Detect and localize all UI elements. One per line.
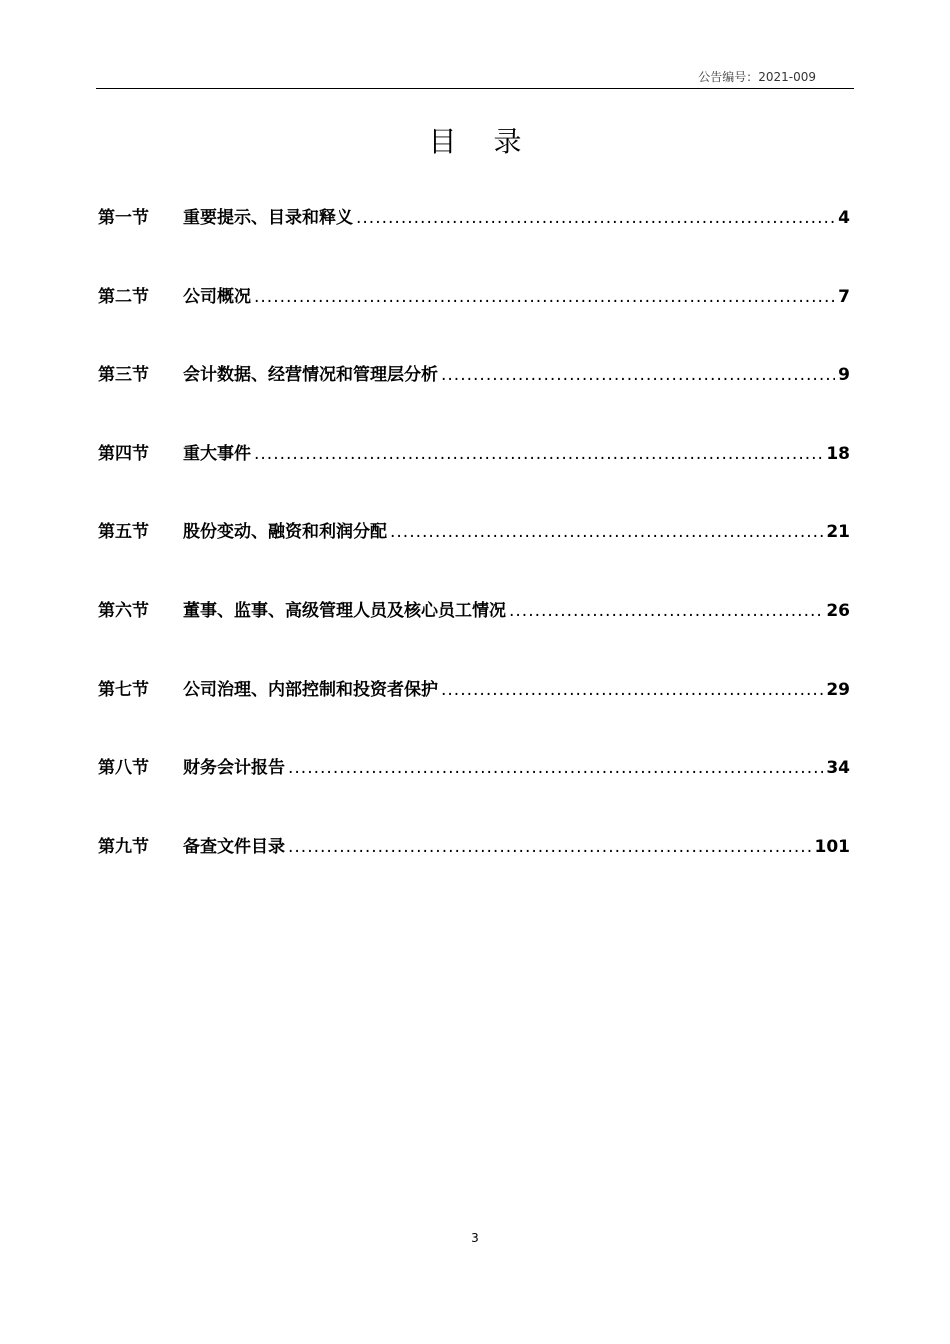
toc-dot-leader [288, 758, 823, 778]
toc-dot-leader [441, 365, 835, 385]
toc-dot-leader [390, 522, 823, 542]
toc-entry-7[interactable] [98, 675, 850, 754]
toc-dot-leader [254, 287, 835, 307]
toc-section-label: 第三节 [98, 365, 149, 386]
toc-section-label: 第八节 [98, 758, 149, 779]
toc-entry-2[interactable] [98, 282, 850, 361]
toc-section-title: 重大事件 [183, 443, 251, 464]
toc-section-title: 备查文件目录 [183, 836, 285, 857]
toc-section-title: 会计数据、经营情况和管理层分析 [183, 365, 438, 386]
toc-dot-leader [509, 601, 823, 621]
toc-dot-leader [288, 837, 812, 857]
page-title: 目 录 [428, 125, 536, 158]
toc-section-label: 第六节 [98, 600, 149, 621]
toc-entry-4[interactable] [98, 439, 850, 518]
header-divider [96, 88, 854, 89]
toc-dot-leader [441, 680, 823, 700]
toc-section-label: 第七节 [98, 679, 149, 700]
toc-dot-leader [254, 444, 823, 464]
toc-page-number: 9 [838, 365, 850, 386]
toc-section-title: 重要提示、目录和释义 [183, 208, 353, 228]
toc-entry-3[interactable] [98, 360, 850, 439]
toc-entry-9[interactable] [98, 832, 850, 911]
toc-section-label: 第九节 [98, 836, 149, 857]
table-of-contents [98, 203, 850, 910]
toc-page-number: 29 [826, 679, 850, 700]
toc-page-number: 21 [826, 522, 850, 543]
toc-section-label: 第四节 [98, 443, 149, 464]
toc-page-number: 4 [838, 208, 850, 228]
toc-page-number: 34 [826, 758, 850, 779]
toc-page-number: 26 [826, 600, 850, 621]
toc-page-number: 7 [838, 286, 850, 307]
toc-section-title: 公司概况 [183, 286, 251, 307]
toc-section-label: 第一节 [98, 208, 149, 228]
toc-entry-5[interactable] [98, 517, 850, 596]
toc-section-label: 第五节 [98, 522, 149, 543]
announcement-number: 公告编号：2021-009 [698, 70, 816, 84]
toc-section-title: 公司治理、内部控制和投资者保护 [183, 679, 438, 700]
toc-entry-1[interactable] [98, 203, 850, 282]
toc-section-title: 董事、监事、高级管理人员及核心员工情况 [183, 600, 506, 621]
toc-entry-6[interactable] [98, 596, 850, 675]
toc-section-title: 财务会计报告 [183, 758, 285, 779]
footer-page-number: 3 [471, 1231, 479, 1245]
toc-section-title: 股份变动、融资和利润分配 [183, 522, 387, 543]
toc-page-number: 101 [814, 836, 850, 857]
toc-section-label: 第二节 [98, 286, 149, 307]
toc-page-number: 18 [826, 443, 850, 464]
toc-dot-leader [356, 208, 835, 228]
toc-entry-8[interactable] [98, 753, 850, 832]
